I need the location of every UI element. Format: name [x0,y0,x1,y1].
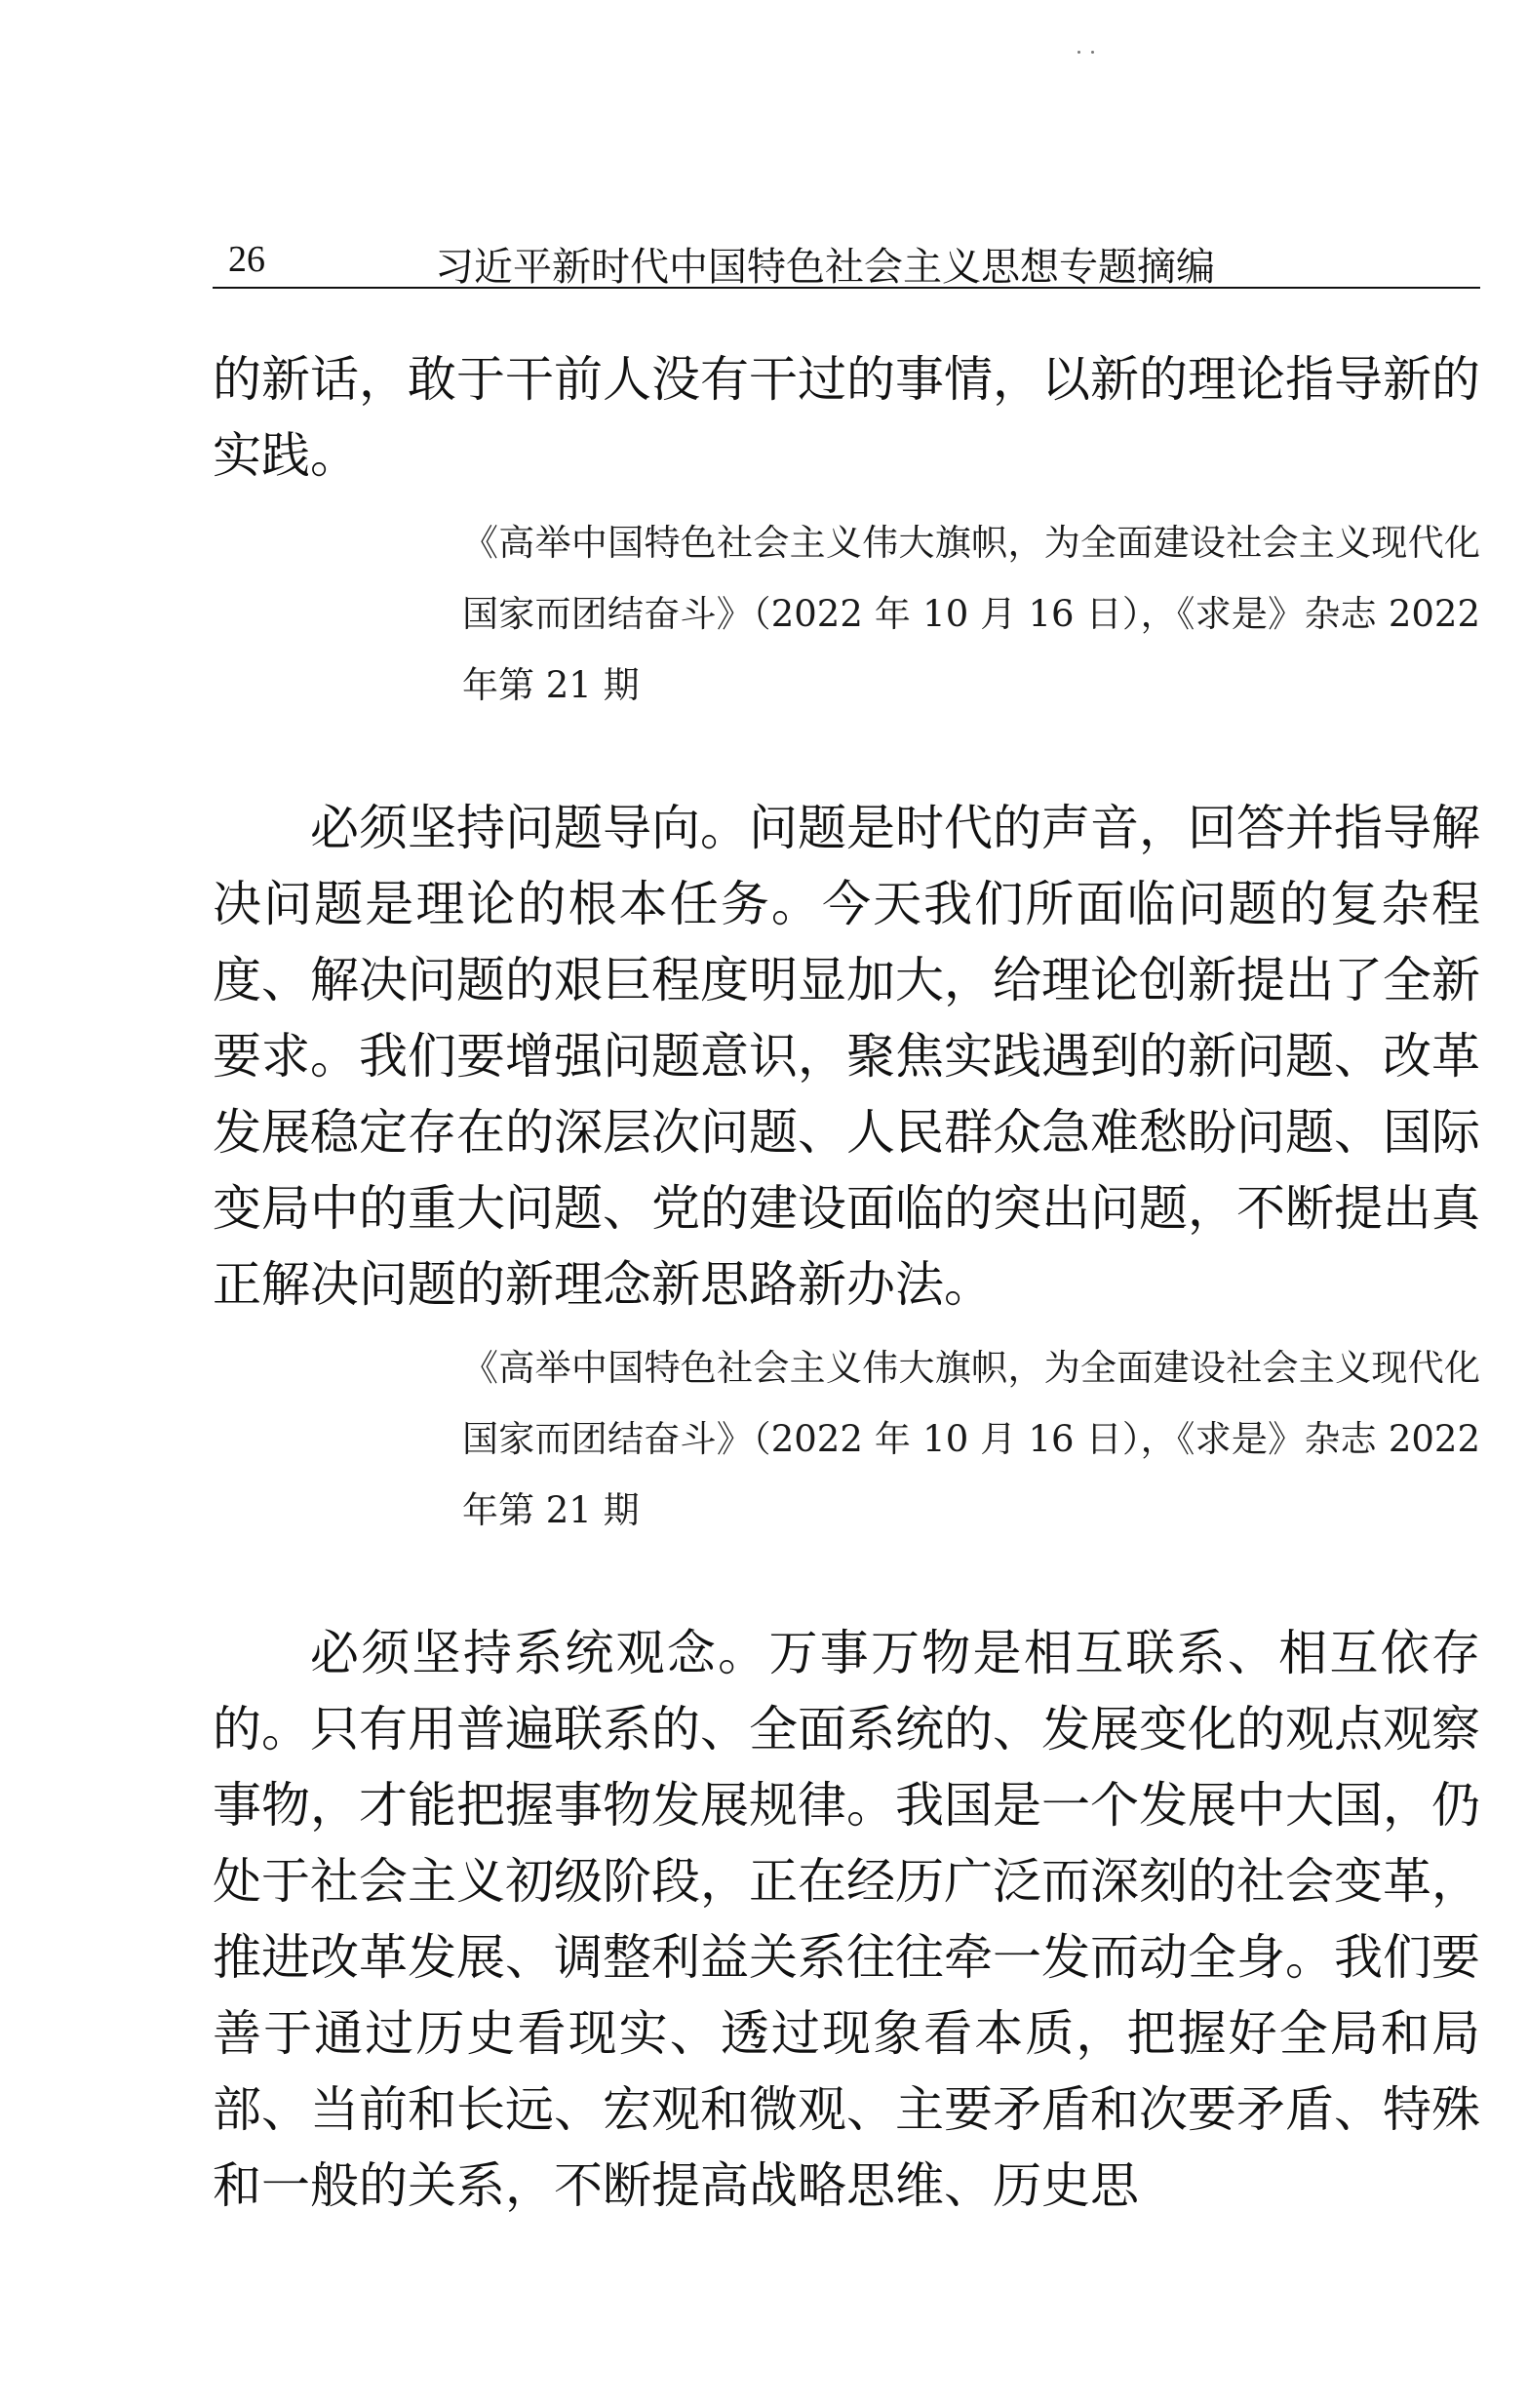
running-title: 习近平新时代中国特色社会主义思想专题摘编 [435,245,1215,290]
citation-1: 《高举中国特色社会主义伟大旗帜，为全面建设社会主义现代化国家而团结奋斗》（2022 年 10 月 16 日），《求是》杂志 2022 年第 21 期 [462,522,1480,706]
section-systems-view [213,1615,1480,2224]
body-paragraph-3: 必须坚持系统观念。万事万物是相互联系、相互依存的。只有用普遍联系的、全面系统的、发展变化的观点观察事物，才能把握事物发展规律。我国是一个发展中大国，仍处于社会主义初级阶段，正在经历广泛而深刻的社会变革，推进改革发展、调整利益关系往往牵一发而动全身。我们要善于通过历史看现实、透过现象看本质，把握好全局和局部、当前和长远、宏观和微观、主要矛盾和次要矛盾、特殊和一般的关系，不断提高战略思维、历史思 [213,1625,1480,2214]
page-header [213,226,1480,289]
body-paragraph-2: 必须坚持问题导向。问题是时代的声音，回答并指导解决问题是理论的根本任务。今天我们所面临问题的复杂程度、解决问题的艰巨程度明显加大，给理论创新提出了全新要求。我们要增强问题意识，聚焦实践遇到的新问题、改革发展稳定存在的深层次问题、人民群众急难愁盼问题、国际变局中的重大问题、党的建设面临的突出问题，不断提出真正解决问题的新理念新思路新办法。 [213,800,1480,1313]
scan-speck [1077,51,1117,57]
paragraph-continuation [213,341,1480,493]
section-problem-orientation [213,790,1480,1322]
citation-2: 《高举中国特色社会主义伟大旗帜，为全面建设社会主义现代化国家而团结奋斗》（2022 年 10 月 16 日），《求是》杂志 2022 年第 21 期 [462,1347,1480,1531]
page-number: 26 [228,239,265,280]
body-paragraph-1: 的新话，敢于干前人没有干过的事情，以新的理论指导新的实践。 [213,351,1480,484]
